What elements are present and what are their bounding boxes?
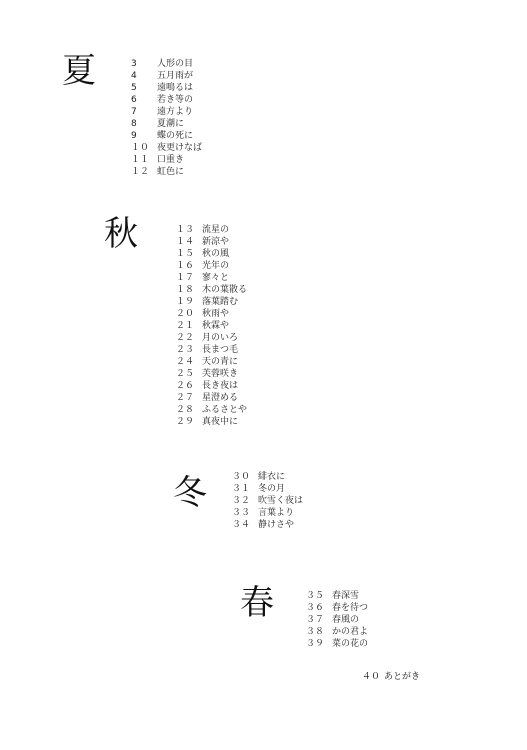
toc-list-summer bbox=[131, 58, 202, 178]
toc-item[interactable] bbox=[131, 166, 202, 178]
toc-item-number: １８ bbox=[176, 285, 195, 295]
toc-item-number: ４０ bbox=[362, 672, 381, 682]
toc-item-number: 7 bbox=[131, 107, 137, 117]
toc-item-number: 3 bbox=[131, 59, 137, 69]
toc-item-title: 夜更けなば bbox=[157, 143, 203, 153]
toc-item[interactable] bbox=[176, 272, 247, 284]
season-heading-winter: 冬 bbox=[173, 473, 207, 513]
toc-item-title: 落葉踏む bbox=[202, 297, 239, 307]
toc-item[interactable] bbox=[306, 602, 368, 614]
toc-item[interactable] bbox=[232, 471, 303, 483]
toc-item[interactable] bbox=[232, 495, 303, 507]
toc-item[interactable] bbox=[176, 248, 247, 260]
toc-item-number: 8 bbox=[131, 119, 137, 129]
toc-item-title: 流星の bbox=[202, 225, 230, 235]
toc-item[interactable] bbox=[131, 94, 202, 106]
toc-item-number: １２ bbox=[131, 167, 150, 177]
toc-item[interactable] bbox=[176, 380, 247, 392]
toc-item[interactable] bbox=[176, 308, 247, 320]
toc-item-number: ２３ bbox=[176, 345, 195, 355]
toc-item-title: 新涼や bbox=[202, 237, 230, 247]
toc-item-number: １０ bbox=[131, 143, 150, 153]
toc-item-title: 五月雨が bbox=[157, 71, 194, 81]
toc-item-title: 春を待つ bbox=[332, 603, 369, 613]
toc-item-number: ３５ bbox=[306, 591, 325, 601]
toc-item[interactable] bbox=[176, 392, 247, 404]
toc-item-title: あとがき bbox=[384, 672, 421, 682]
toc-item[interactable] bbox=[176, 416, 247, 428]
toc-item-number: １７ bbox=[176, 273, 195, 283]
toc-item-number: １９ bbox=[176, 297, 195, 307]
toc-item-title: 天の青に bbox=[202, 357, 239, 367]
toc-item-title: 夏潮に bbox=[157, 119, 185, 129]
toc-item-number: ２８ bbox=[176, 405, 195, 415]
toc-item-number: １３ bbox=[176, 225, 195, 235]
toc-item[interactable] bbox=[176, 320, 247, 332]
toc-item-title: 寥々と bbox=[202, 273, 230, 283]
toc-item[interactable] bbox=[131, 58, 202, 70]
toc-item[interactable] bbox=[176, 296, 247, 308]
toc-item-title: 遠鳴るは bbox=[157, 83, 194, 93]
toc-item-title: 言葉より bbox=[258, 508, 295, 518]
toc-item[interactable] bbox=[232, 519, 303, 531]
toc-item[interactable] bbox=[232, 483, 303, 495]
toc-item-number: ２２ bbox=[176, 333, 195, 343]
toc-item-number: ３１ bbox=[232, 484, 251, 494]
toc-item[interactable] bbox=[131, 130, 202, 142]
toc-item[interactable] bbox=[176, 236, 247, 248]
toc-item-afterword[interactable] bbox=[362, 671, 420, 683]
toc-item-number: １６ bbox=[176, 261, 195, 271]
toc-item-title: 光年の bbox=[202, 261, 230, 271]
toc-item[interactable] bbox=[131, 142, 202, 154]
toc-item-title: 口重き bbox=[157, 155, 185, 165]
toc-item[interactable] bbox=[176, 356, 247, 368]
toc-item-number: １１ bbox=[131, 155, 150, 165]
toc-list-spring bbox=[306, 590, 368, 650]
toc-item-number: ３２ bbox=[232, 496, 251, 506]
toc-item-title: 秋霖や bbox=[202, 321, 230, 331]
toc-item-title: 長まつ毛 bbox=[202, 345, 239, 355]
toc-list-winter bbox=[232, 471, 303, 531]
toc-item-number: ３９ bbox=[306, 639, 325, 649]
toc-item[interactable] bbox=[131, 106, 202, 118]
toc-item[interactable] bbox=[176, 224, 247, 236]
toc-item-title: 人形の目 bbox=[157, 59, 194, 69]
toc-item[interactable] bbox=[131, 70, 202, 82]
toc-item-number: 6 bbox=[131, 95, 137, 105]
toc-item-number: ２９ bbox=[176, 417, 195, 427]
toc-item-title: 遠方より bbox=[157, 107, 194, 117]
toc-item-number: ２０ bbox=[176, 309, 195, 319]
toc-item[interactable] bbox=[306, 638, 368, 650]
toc-item-title: 静けさや bbox=[258, 520, 295, 530]
toc-item-number: 9 bbox=[131, 131, 137, 141]
toc-item-title: 若き等の bbox=[157, 95, 194, 105]
toc-item-title: 秋の風 bbox=[202, 249, 230, 259]
toc-item-title: 真夜中に bbox=[202, 417, 239, 427]
toc-item-title: かの君よ bbox=[332, 627, 369, 637]
toc-item-number: ２１ bbox=[176, 321, 195, 331]
toc-item-title: 星澄める bbox=[202, 393, 239, 403]
toc-item-number: ３６ bbox=[306, 603, 325, 613]
toc-item-number: ３８ bbox=[306, 627, 325, 637]
toc-item[interactable] bbox=[306, 626, 368, 638]
toc-item[interactable] bbox=[232, 507, 303, 519]
toc-item-title: 緋衣に bbox=[258, 472, 286, 482]
toc-item-number: １５ bbox=[176, 249, 195, 259]
toc-item-number: ３３ bbox=[232, 508, 251, 518]
toc-item-number: ３０ bbox=[232, 472, 251, 482]
toc-item-number: ２６ bbox=[176, 381, 195, 391]
season-heading-spring: 春 bbox=[240, 583, 274, 623]
toc-item-number: ２７ bbox=[176, 393, 195, 403]
toc-item-title: 月のいろ bbox=[202, 333, 239, 343]
toc-item-number: ３７ bbox=[306, 615, 325, 625]
toc-item[interactable] bbox=[176, 260, 247, 272]
toc-item-number: ２５ bbox=[176, 369, 195, 379]
toc-item-number: 5 bbox=[131, 83, 137, 93]
toc-item-title: 菜の花の bbox=[332, 639, 369, 649]
toc-item-title: 春風の bbox=[332, 615, 360, 625]
toc-item[interactable] bbox=[176, 344, 247, 356]
toc-item[interactable] bbox=[176, 284, 247, 296]
toc-item[interactable] bbox=[176, 332, 247, 344]
toc-item[interactable] bbox=[176, 404, 247, 416]
toc-item-number: ２４ bbox=[176, 357, 195, 367]
season-heading-summer: 夏 bbox=[62, 51, 96, 91]
toc-list-autumn bbox=[176, 224, 247, 428]
toc-item-title: 蝶の死に bbox=[157, 131, 194, 141]
toc-item[interactable] bbox=[306, 590, 368, 602]
toc-item-title: 木の葉散る bbox=[202, 285, 248, 295]
toc-item-title: 冬の月 bbox=[258, 484, 286, 494]
toc-item-title: 虹色に bbox=[157, 167, 185, 177]
toc-item[interactable] bbox=[176, 368, 247, 380]
toc-item[interactable] bbox=[131, 154, 202, 166]
toc-item-title: ふるさとや bbox=[202, 405, 248, 415]
toc-item-title: 芙蓉咲き bbox=[202, 369, 239, 379]
toc-item[interactable] bbox=[131, 118, 202, 130]
toc-item-title: 秋雨や bbox=[202, 309, 230, 319]
toc-item[interactable] bbox=[306, 614, 368, 626]
season-heading-autumn: 秋 bbox=[104, 214, 138, 254]
toc-item-number: ３４ bbox=[232, 520, 251, 530]
toc-item-number: １４ bbox=[176, 237, 195, 247]
toc-item-number: 4 bbox=[131, 71, 137, 81]
toc-item[interactable] bbox=[131, 82, 202, 94]
toc-item-title: 長き夜は bbox=[202, 381, 239, 391]
toc-item-title: 春深雪 bbox=[332, 591, 360, 601]
toc-item-title: 吹雪く夜は bbox=[258, 496, 304, 506]
